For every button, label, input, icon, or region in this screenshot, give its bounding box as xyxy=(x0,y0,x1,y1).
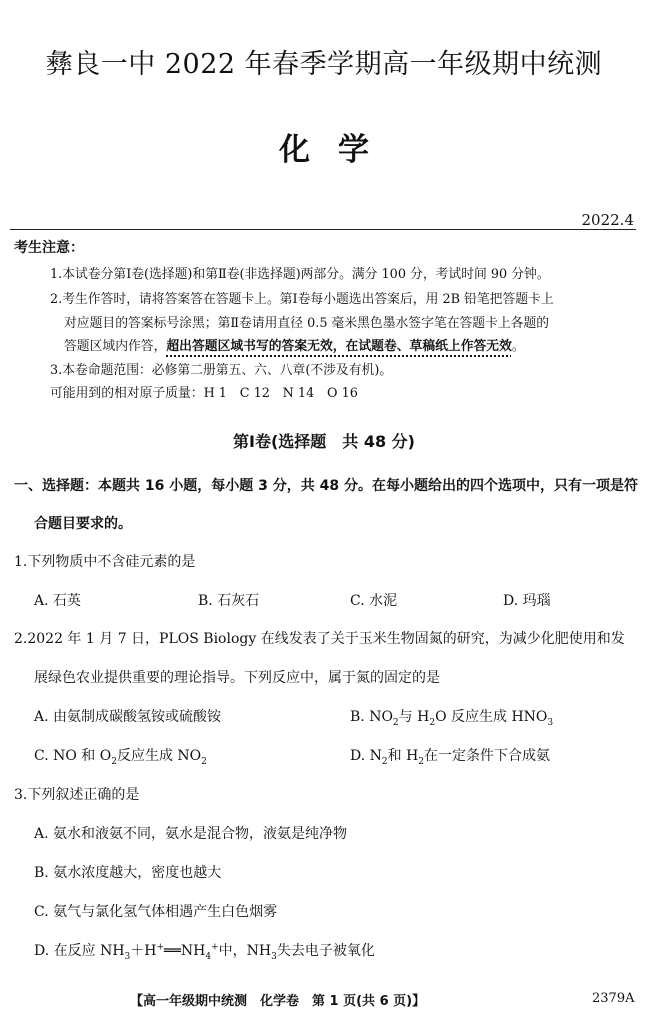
question-3-option-b: B. 氨水浓度越大，密度也越大 xyxy=(34,865,222,881)
exam-date: 2022.4 xyxy=(581,211,634,229)
subject-title: 化学 xyxy=(279,132,397,168)
question-2-option-d: D. $N_2$和 $H_2$在一定条件下合成氨 xyxy=(350,748,551,767)
paper-code: 2379A xyxy=(592,991,635,1006)
notice-item-2-line-3-prefix: 答题区域内作答， xyxy=(64,339,167,354)
notice-emphasis: 超出答题区域书写的答案无效，在试题卷、草稿纸上作答无效 xyxy=(166,339,512,354)
notice-item-1: 1.本试卷分第Ⅰ卷(选择题)和第Ⅱ卷(非选择题)两部分。满分 100 分，考试时间 90 分钟。 xyxy=(50,267,550,282)
question-3-option-d: D. 在反应 $NH_3+H^+══NH_4^+$中，$NH_3$失去电子被氧化 xyxy=(34,942,375,962)
notice-heading: 考生注意： xyxy=(14,240,84,256)
question-1-option-b: B. 石灰石 xyxy=(198,593,260,609)
question-2-stem-line-1: 2.2022 年 1 月 7 日，PLOS Biology 在线发表了关于玉米生物固氮的研究，为减少化肥使用和发 xyxy=(14,631,625,647)
question-2-stem-line-2: 展绿色农业提供重要的理论指导。下列反应中，属于氮的固定的是 xyxy=(34,670,440,686)
notice-item-2-line-1: 2.考生作答时，请将答案答在答题卡上。第Ⅰ卷每小题选出答案后，用 2B 铅笔把答题卡上 xyxy=(50,292,554,307)
question-1-option-d: D. 玛瑙 xyxy=(503,593,551,609)
question-1-option-c: C. 水泥 xyxy=(350,593,398,609)
notice-item-2-line-3 xyxy=(64,335,525,354)
question-3-option-a: A. 氨水和液氨不同，氨水是混合物，液氨是纯净物 xyxy=(34,826,348,842)
question-2-option-b: B. $NO_2$与 $H_2O$ 反应生成 $HNO_3$ xyxy=(350,709,554,728)
header-divider xyxy=(10,229,636,230)
notice-item-2-line-2: 对应题目的答案标号涂黑；第Ⅱ卷请用直径 0.5 毫米黑色墨水签字笔在答题卡上各题的 xyxy=(64,316,550,331)
question-3-stem: 3.下列叙述正确的是 xyxy=(14,787,140,803)
section-1-instruction-line-1: 一、选择题：本题共 16 小题，每小题 3 分，共 48 分。在每小题给出的四个选项中，只有一项是符 xyxy=(14,478,638,494)
notice-item-3: 3.本卷命题范围：必修第二册第五、六、八章(不涉及有机)。 xyxy=(50,363,393,378)
question-1-option-a: A. 石英 xyxy=(34,593,82,609)
question-3-option-c: C. 氨气与氯化氢气体相遇产生白色烟雾 xyxy=(34,904,278,920)
section-1-title: 第Ⅰ卷(选择题 共 48 分) xyxy=(233,432,415,451)
notice-item-2-line-3-suffix: 。 xyxy=(511,339,525,354)
question-2-option-a: A. 由氨制成碳酸氢铵或硫酸铵 xyxy=(34,709,222,725)
page-footer: 【高一年级期中统测 化学卷 第 1 页(共 6 页)】 xyxy=(130,994,426,1009)
section-1-instruction-line-2: 合题目要求的。 xyxy=(34,516,132,532)
question-1-stem: 1.下列物质中不含硅元素的是 xyxy=(14,554,196,570)
question-2-option-c: C. NO 和 $O_2$反应生成 $NO_2$ xyxy=(34,748,207,767)
exam-title: 彝良一中 2022 年春季学期高一年级期中统测 xyxy=(45,49,603,80)
atomic-mass-list: 可能用到的相对原子质量：H 1 C 12 N 14 O 16 xyxy=(50,386,358,401)
